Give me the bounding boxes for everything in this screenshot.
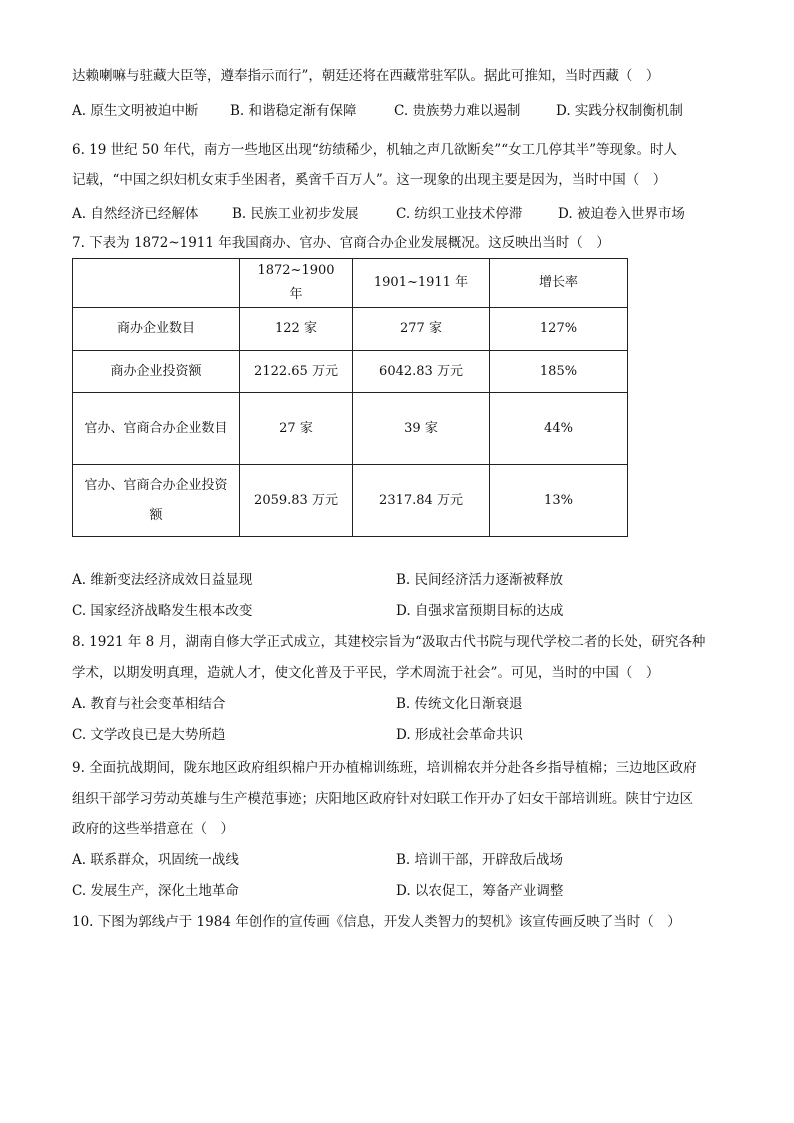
q8-stem-line-1: 8. 1921 年 8 月，湖南自修大学正式成立，其建校宗旨为“汲取古代书院与现代学校二者的长处，研究各种 bbox=[72, 634, 706, 650]
q7-option-d[interactable]: D. 自强求富预期目标的达成 bbox=[396, 603, 564, 619]
q7-option-b[interactable]: B. 民间经济活力逐渐被释放 bbox=[396, 572, 564, 588]
q7-stem: 7. 下表为 1872~1911 年我国商办、官办、官商合办企业发展概况。这反映出当时（ ） bbox=[72, 235, 610, 251]
table-cell: 127% bbox=[490, 308, 628, 351]
q6-option-c[interactable]: C. 纺织工业技术停滞 bbox=[396, 206, 523, 222]
q7-option-a[interactable]: A. 维新变法经济成效日益显现 bbox=[72, 572, 253, 588]
q5-option-a[interactable]: A. 原生文明被迫中断 bbox=[72, 103, 199, 119]
table-row-label: 官办、官商合办企业投资额 bbox=[73, 465, 240, 537]
table-row bbox=[73, 308, 628, 351]
table-row-label: 商办企业数目 bbox=[73, 308, 240, 351]
q6-option-b[interactable]: B. 民族工业初步发展 bbox=[232, 206, 359, 222]
table-header-row bbox=[73, 259, 628, 308]
q7-data-table bbox=[72, 258, 628, 537]
table-cell: 2317.84 万元 bbox=[353, 465, 490, 537]
table-cell: 13% bbox=[490, 465, 628, 537]
q9-option-a[interactable]: A. 联系群众，巩固统一战线 bbox=[72, 852, 239, 868]
q8-stem-line-2: 学术，以期发明真理，造就人才，使文化普及于平民，学术周流于社会”。可见，当时的中国（ ） bbox=[72, 665, 660, 681]
q9-stem-line-3: 政府的这些举措意在（ ） bbox=[72, 821, 234, 837]
table-header-cell: 1901~1911 年 bbox=[353, 259, 490, 308]
table-cell: 2122.65 万元 bbox=[240, 351, 353, 393]
table-header-cell bbox=[73, 259, 240, 308]
q5-stem-tail: 达赖喇嘛与驻藏大臣等，遵奉指示而行”，朝廷还将在西藏常驻军队。据此可推知，当时西藏（ ） bbox=[72, 68, 660, 84]
q8-option-b[interactable]: B. 传统文化日渐衰退 bbox=[396, 696, 523, 712]
table-header-cell: 增长率 bbox=[490, 259, 628, 308]
table-row bbox=[73, 465, 628, 537]
table-row-label: 商办企业投资额 bbox=[73, 351, 240, 393]
q10-stem: 10. 下图为郭线卢于 1984 年创作的宣传画《信息，开发人类智力的契机》该宣传画反映了当时（ ） bbox=[72, 914, 681, 930]
q6-options bbox=[72, 202, 732, 222]
q7-option-c[interactable]: C. 国家经济战略发生根本改变 bbox=[72, 603, 253, 619]
table-cell: 2059.83 万元 bbox=[240, 465, 353, 537]
q8-option-a[interactable]: A. 教育与社会变革相结合 bbox=[72, 696, 226, 712]
table-cell: 27 家 bbox=[240, 393, 353, 465]
table-cell: 6042.83 万元 bbox=[353, 351, 490, 393]
q5-option-b[interactable]: B. 和谐稳定渐有保障 bbox=[230, 103, 357, 119]
q9-option-d[interactable]: D. 以农促工，筹备产业调整 bbox=[396, 883, 564, 899]
table-row bbox=[73, 351, 628, 393]
q5-option-d[interactable]: D. 实践分权制衡机制 bbox=[556, 103, 683, 119]
q9-stem-line-1: 9. 全面抗战期间，陇东地区政府组织棉户开办植棉训练班，培训棉农并分赴各乡指导植棉；三边地区政府 bbox=[72, 760, 697, 776]
q6-option-d[interactable]: D. 被迫卷入世界市场 bbox=[558, 206, 685, 222]
table-cell: 185% bbox=[490, 351, 628, 393]
table-cell: 277 家 bbox=[353, 308, 490, 351]
q5-option-c[interactable]: C. 贵族势力难以遏制 bbox=[394, 103, 521, 119]
table-row-label: 官办、官商合办企业数目 bbox=[73, 393, 240, 465]
q6-option-a[interactable]: A. 自然经济已经解体 bbox=[72, 206, 199, 222]
q5-options bbox=[72, 99, 732, 119]
table-cell: 122 家 bbox=[240, 308, 353, 351]
q6-stem-line-1: 6. 19 世纪 50 年代，南方一些地区出现“纺绩稀少，机轴之声几欲断矣”“女工几停其半”等现象。时人 bbox=[72, 142, 678, 158]
q6-stem-line-2: 记载，“中国之织妇机女束手坐困者，奚啻千百万人”。这一现象的出现主要是因为，当时中国（ ） bbox=[72, 172, 667, 188]
table-cell: 39 家 bbox=[353, 393, 490, 465]
q9-option-c[interactable]: C. 发展生产，深化土地革命 bbox=[72, 883, 239, 899]
table-row bbox=[73, 393, 628, 465]
table-header-cell: 1872~1900 年 bbox=[240, 259, 353, 308]
q9-option-b[interactable]: B. 培训干部，开辟敌后战场 bbox=[396, 852, 564, 868]
q8-option-c[interactable]: C. 文学改良已是大势所趋 bbox=[72, 727, 226, 743]
q9-stem-line-2: 组织干部学习劳动英雄与生产模范事迹；庆阳地区政府针对妇联工作开办了妇女干部培训班。陕甘宁边区 bbox=[72, 791, 693, 807]
table-cell: 44% bbox=[490, 393, 628, 465]
q8-option-d[interactable]: D. 形成社会革命共识 bbox=[396, 727, 523, 743]
